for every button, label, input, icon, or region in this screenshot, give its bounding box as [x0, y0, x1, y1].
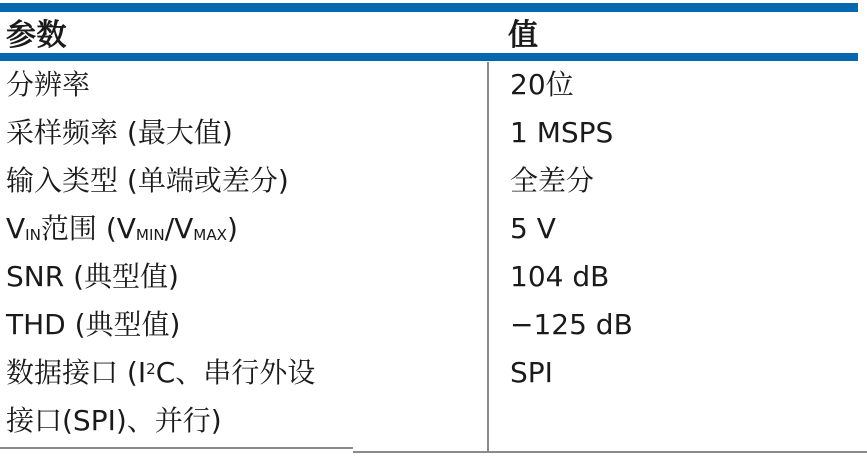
parameter-subscript: MAX [193, 225, 228, 244]
parameter-cell [0, 349, 487, 445]
parameter-text: ) [227, 212, 238, 245]
value-cell: 104 dB [510, 260, 610, 293]
header-separator-bar [0, 53, 858, 61]
parameter-supscript: 2 [146, 359, 156, 378]
table-bottom-border-right [353, 451, 867, 453]
parameter-cell [0, 157, 487, 205]
parameter-text: 采样频率 (最大值) [6, 116, 233, 149]
table-row [0, 349, 867, 445]
parameter-subscript: IN [25, 225, 41, 244]
column-header-parameter: 参数 [6, 18, 67, 53]
table-row [0, 157, 867, 205]
table-row [0, 109, 867, 157]
parameter-text: 范围 (V [40, 212, 136, 245]
parameter-text: /V [164, 212, 194, 245]
parameter-cell [0, 253, 487, 301]
parameter-text: THD (典型值) [6, 308, 181, 341]
parameter-cell [0, 301, 487, 349]
parameter-text: 输入类型 (单端或差分) [6, 164, 289, 197]
parameter-text: SNR (典型值) [6, 260, 179, 293]
value-cell: 全差分 [510, 164, 595, 197]
parameter-text: V [6, 212, 26, 245]
parameter-cell [0, 205, 487, 253]
parameter-text: 分辨率 [6, 68, 91, 101]
parameter-text: C、串行外设 [155, 356, 316, 389]
value-cell: −125 dB [510, 308, 633, 341]
parameter-cell [0, 61, 487, 109]
column-header-value: 值 [508, 18, 539, 53]
parameter-cell [0, 109, 487, 157]
value-cell: SPI [510, 356, 553, 389]
parameter-text: 接口(SPI)、并行) [6, 404, 222, 437]
value-cell: 1 MSPS [510, 116, 614, 149]
table-row [0, 205, 867, 253]
value-cell: 5 V [510, 212, 556, 245]
table-row [0, 301, 867, 349]
table-body [0, 61, 867, 445]
table-bottom-border-left [0, 447, 353, 449]
parameter-subscript: MIN [135, 225, 165, 244]
parameter-text: 数据接口 (I [6, 356, 147, 389]
table-row [0, 61, 867, 109]
table-header-row [0, 11, 867, 53]
table-row [0, 253, 867, 301]
value-cell: 20位 [510, 68, 574, 101]
